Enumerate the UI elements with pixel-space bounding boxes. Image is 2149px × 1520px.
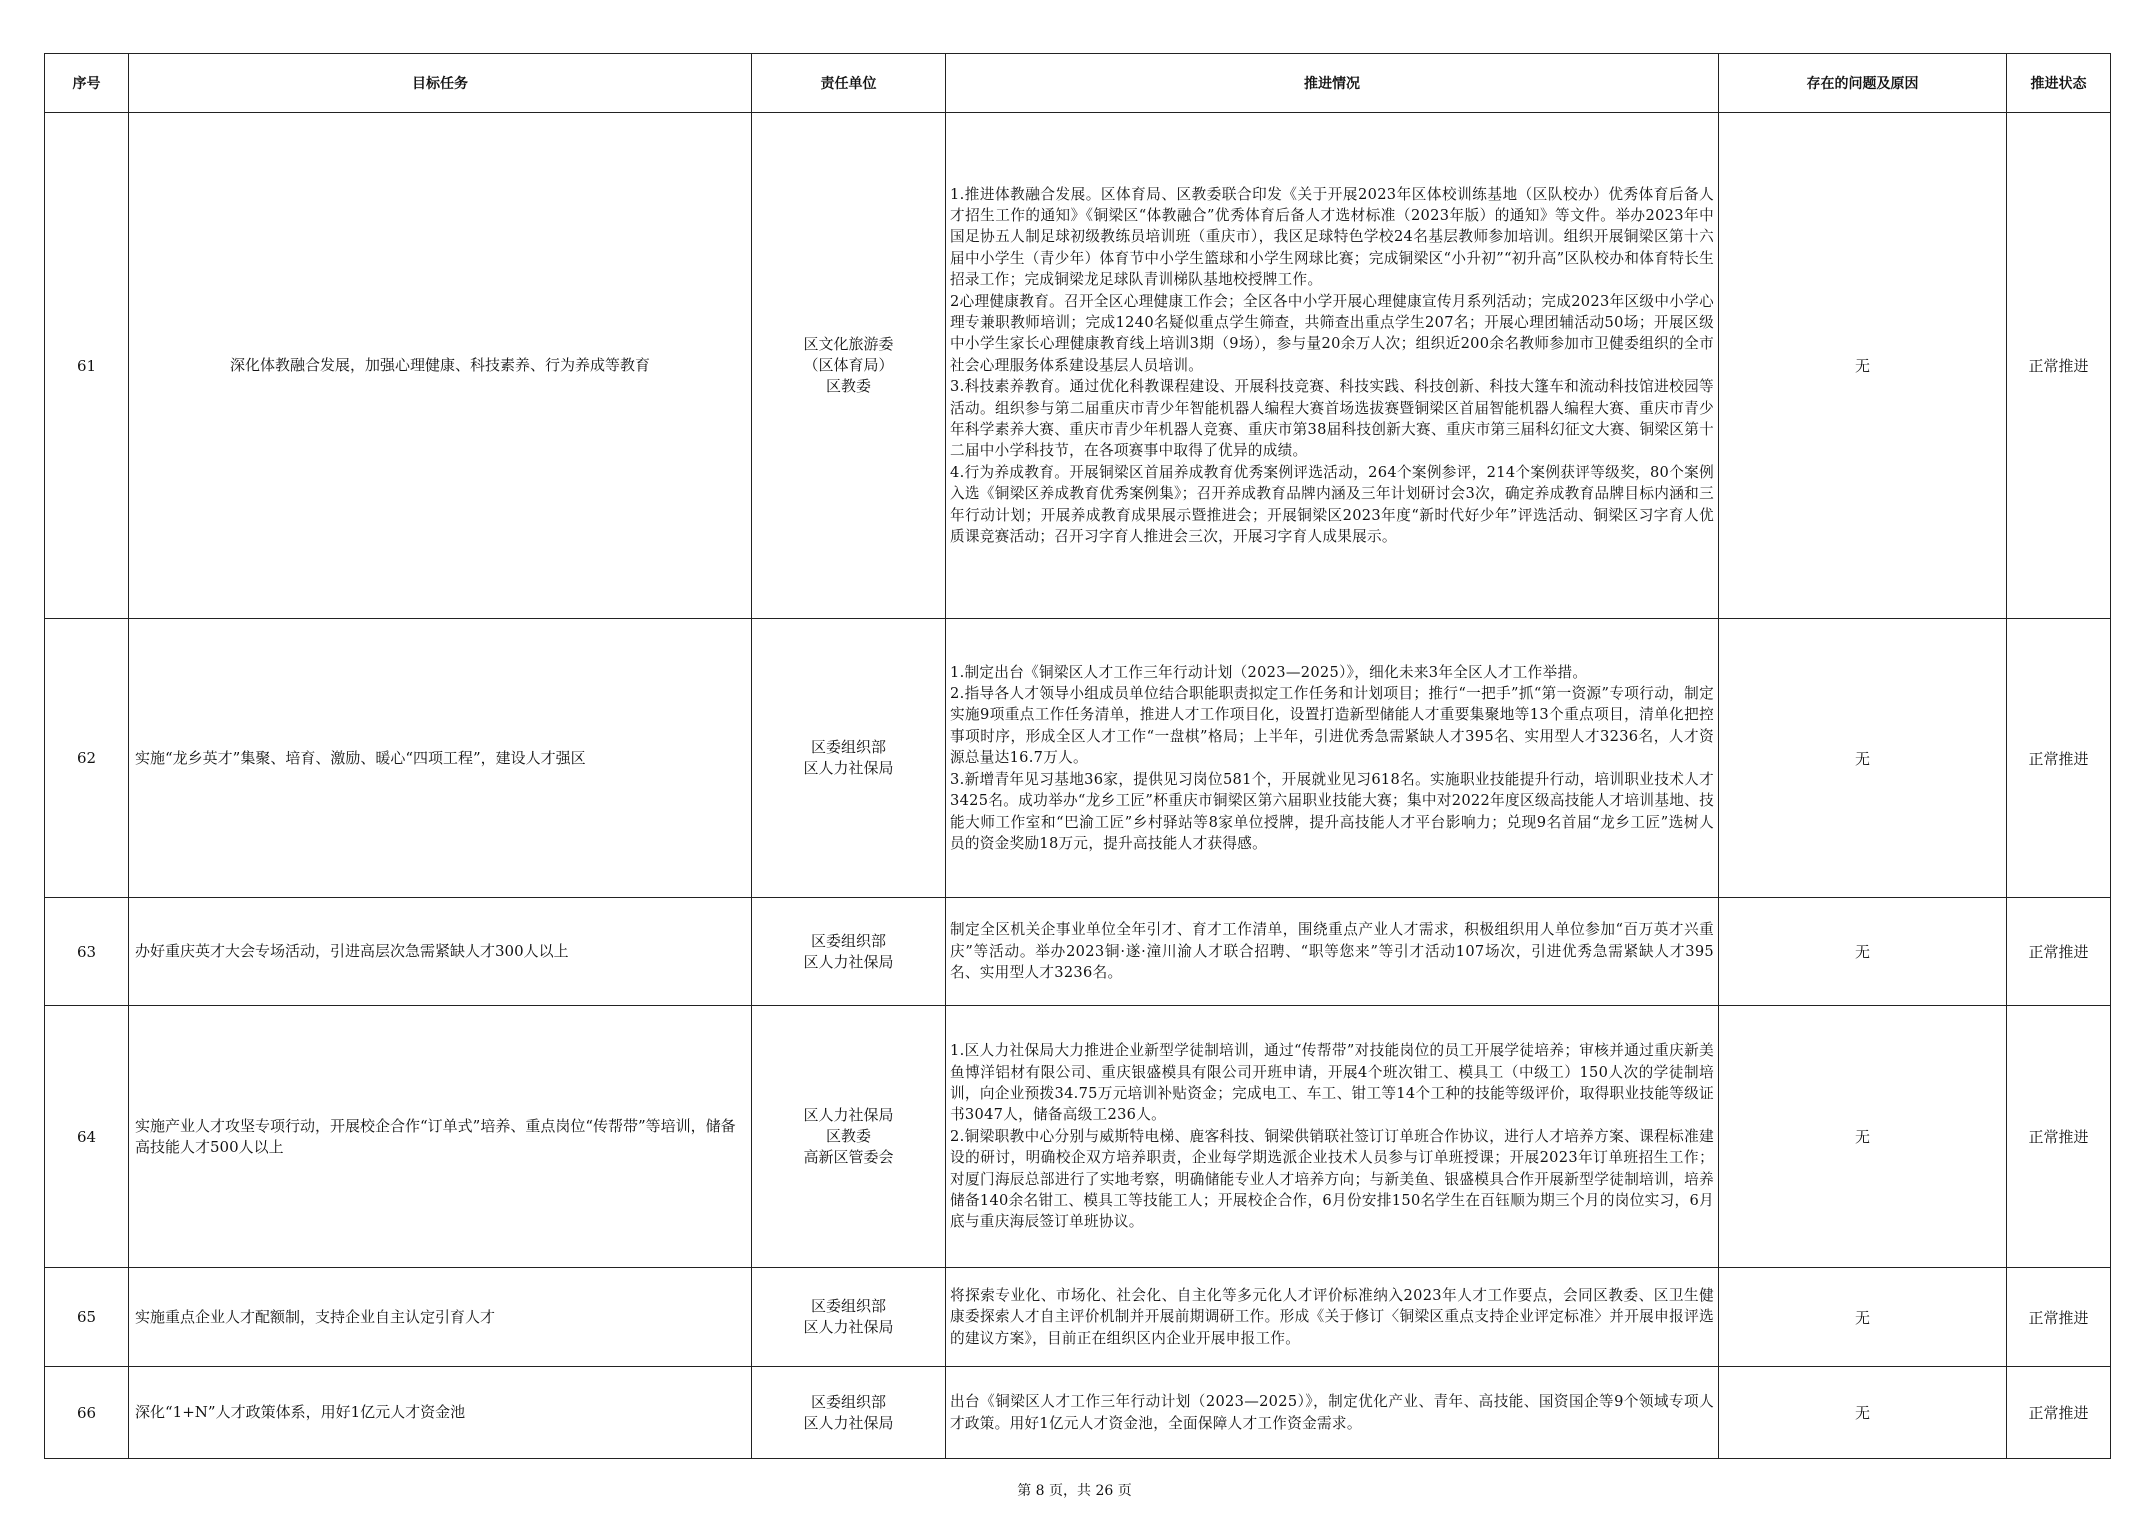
progress-table [44,53,2111,1459]
header-no: 序号 [45,54,129,113]
unit-line: 区人力社保局 [803,952,894,971]
progress-paragraph: 1.区人力社保局大力推进企业新型学徒制培训，通过“传帮带”对技能岗位的员工开展学徒培养；审核并通过重庆新美鱼博洋铝材有限公司、重庆银盛模具有限公司开班申请，开展4个班次钳工、模具工（中级工）150人次的学徒制培训，向企业预拨34.75万元培训补贴资金；完成电工、车工、钳工等14个工种的技能等级评价，取得职业技能等级证书3047人，储备高级工236人。 [950,1042,1714,1124]
progress-paragraph: 1.制定出台《铜梁区人才工作三年行动计划（2023—2025）》，细化未来3年全区人才工作举措。 [950,663,1588,681]
row-progress [946,898,1719,1006]
table-row [45,619,2111,898]
row-task: 实施“龙乡英才”集聚、培育、激励、暖心“四项工程”，建设人才强区 [129,619,752,898]
unit-line: 区委组织部 [810,1297,886,1315]
row-no: 64 [45,1006,129,1268]
header-progress: 推进情况 [946,54,1719,113]
document-sheet [44,53,2110,1459]
row-no: 61 [45,113,129,619]
unit-line: 区委组织部 [810,931,886,950]
row-task: 深化体教融合发展，加强心理健康、科技素养、行为养成等教育 [129,113,752,619]
row-status: 正常推进 [2007,619,2111,898]
row-issues: 无 [1719,1367,2007,1459]
progress-paragraph: 3.新增青年见习基地36家，提供见习岗位581个，开展就业见习618名。实施职业技能提升行动，培训职业技术人才3425名。成功举办“龙乡工匠”杯重庆市铜梁区第六届职业技能大赛；集中对2022年度区级高技能人才培训基地、技能大师工作室和“巴渝工匠”乡村驿站等8家单位授牌，提升高技能人才平台影响力；兑现9名首届“龙乡工匠”选树人员的资金奖励18万元，提升高技能人才获得感。 [950,770,1714,852]
progress-paragraph: 3.科技素养教育。通过优化科教课程建设、开展科技竞赛、科技实践、科技创新、科技大篷车和流动科技馆进校园等活动。组织参与第二届重庆市青少年智能机器人编程大赛首场选拔赛暨铜梁区首届智能机器人编程大赛、重庆市青少年科学素养大赛、重庆市青少年机器人竞赛、重庆市第38届科技创新大赛、重庆市第三届科幻征文大赛、铜梁区第十二届中小学科技节，在各项赛事中取得了优异的成绩。 [950,378,1714,460]
unit-line: 区人力社保局 [803,759,894,777]
row-no: 66 [45,1367,129,1459]
row-task: 深化“1+N”人才政策体系，用好1亿元人才资金池 [129,1367,752,1459]
progress-paragraph: 1.推进体教融合发展。区体育局、区教委联合印发《关于开展2023年区体校训练基地（区队校办）优秀体育后备人才招生工作的通知》《铜梁区“体教融合”优秀体育后备人才选材标准（2023年版）的通知》等文件。举办2023年中国足协五人制足球初级教练员培训班（重庆市），我区足球特色学校24名基层教师参加培训。组织开展铜梁区第十六届中小学生（青少年）体育节中小学生篮球和小学生网球比赛；完成铜梁区“小升初”“初升高”区队校办和体育特长生招录工作；完成铜梁龙足球队青训梯队基地校授牌工作。 [950,185,1714,289]
unit-line: 区文化旅游委 [803,335,894,353]
progress-paragraph: 制定全区机关企事业单位全年引才、育才工作清单，围绕重点产业人才需求，积极组织用人单位参加“百万英才兴重庆”等活动。举办2023铜·遂·潼川渝人才联合招聘、“职等您来”等引才活动107场次，引进优秀急需紧缺人才395名、实用型人才3236名。 [950,921,1714,982]
row-progress [946,619,1719,898]
table-row [45,1367,2111,1459]
row-status: 正常推进 [2007,1367,2111,1459]
page-footer: 第 8 页，共 26 页 [1017,1483,1132,1499]
unit-line: （区体育局） [803,356,894,374]
row-progress [946,1268,1719,1367]
row-issues: 无 [1719,898,2007,1006]
row-progress [946,113,1719,619]
header-issues: 存在的问题及原因 [1719,54,2007,113]
header-status: 推进状态 [2007,54,2111,113]
row-unit [752,1006,946,1268]
unit-line: 区人力社保局 [803,1106,894,1124]
table-row [45,898,2111,1006]
row-status: 正常推进 [2007,1006,2111,1268]
unit-line: 区委组织部 [810,1392,886,1411]
row-progress [946,1367,1719,1459]
progress-paragraph: 出台《铜梁区人才工作三年行动计划（2023—2025）》，制定优化产业、青年、高技能、国资国企等9个领域专项人才政策。用好1亿元人才资金池，全面保障人才工作资金需求。 [950,1393,1714,1432]
row-no: 62 [45,619,129,898]
row-unit [752,1268,946,1367]
row-no: 65 [45,1268,129,1367]
row-status: 正常推进 [2007,898,2111,1006]
row-no: 63 [45,898,129,1006]
row-unit [752,113,946,619]
row-status: 正常推进 [2007,113,2111,619]
row-issues: 无 [1719,1268,2007,1367]
table-row [45,1006,2111,1268]
row-progress [946,1006,1719,1268]
row-status: 正常推进 [2007,1268,2111,1367]
unit-line: 区人力社保局 [803,1413,894,1432]
unit-line: 区教委 [825,377,871,395]
row-issues: 无 [1719,113,2007,619]
progress-paragraph: 4.行为养成教育。开展铜梁区首届养成教育优秀案例评选活动，264个案例参评，214个案例获评等级奖，80个案例入选《铜梁区养成教育优秀案例集》；召开养成教育品牌内涵及三年计划研讨会3次，确定养成教育品牌目标内涵和三年行动计划；开展养成教育成果展示暨推进会；开展铜梁区2023年度“新时代好少年”评选活动、铜梁区习字育人优质课竞赛活动；召开习字育人推进会三次，开展习字育人成果展示。 [950,463,1714,546]
table-row [45,1268,2111,1367]
unit-line: 区教委 [825,1127,871,1145]
row-unit [752,619,946,898]
unit-line: 区委组织部 [810,738,886,756]
progress-paragraph: 2心理健康教育。召开全区心理健康工作会；全区各中小学开展心理健康宣传月系列活动；完成2023年区级中小学心理专兼职教师培训；完成1240名疑似重点学生筛查，共筛查出重点学生207名；开展心理团辅活动50场；开展区级中小学生家长心理健康教育线上培训3期（9场），参与量20余万人次；组织近200余名教师参加市卫健委组织的全市社会心理服务体系建设基层人员培训。 [950,292,1714,374]
row-task: 实施重点企业人才配额制，支持企业自主认定引育人才 [129,1268,752,1367]
row-unit [752,1367,946,1459]
header-task: 目标任务 [129,54,752,113]
progress-paragraph: 2.指导各人才领导小组成员单位结合职能职责拟定工作任务和计划项目；推行“一把手”抓“第一资源”专项行动，制定实施9项重点工作任务清单，推进人才工作项目化，设置打造新型储能人才重要集聚地等13个重点项目，清单化把控事项时序，形成全区人才工作“一盘棋”格局；上半年，引进优秀急需紧缺人才395名、实用型人才3236名，人才资源总量达16.7万人。 [950,685,1714,767]
table-row [45,113,2111,619]
unit-line: 高新区管委会 [803,1148,894,1166]
unit-line: 区人力社保局 [803,1318,894,1336]
row-issues: 无 [1719,1006,2007,1268]
row-issues: 无 [1719,619,2007,898]
row-unit [752,898,946,1006]
row-task: 实施产业人才攻坚专项行动，开展校企合作“订单式”培养、重点岗位“传帮带”等培训，储备高技能人才500人以上 [129,1006,752,1268]
progress-paragraph: 2.铜梁职教中心分别与威斯特电梯、鹿客科技、铜梁供销联社签订订单班合作协议，进行人才培养方案、课程标准建设的研讨，明确校企双方培养职责，企业每学期选派企业技术人员参与订单班授课；开展2023年订单班招生工作；对厦门海辰总部进行了实地考察，明确储能专业人才培养方向；与新美鱼、银盛模具合作开展新型学徒制培训，培养储备140余名钳工、模具工等技能工人；开展校企合作，6月份安排150名学生在百钰顺为期三个月的岗位实习，6月底与重庆海辰签订单班协议。 [950,1127,1714,1231]
progress-paragraph: 将探索专业化、市场化、社会化、自主化等多元化人才评价标准纳入2023年人才工作要点，会同区教委、区卫生健康委探索人才自主评价机制并开展前期调研工作。形成《关于修订〈铜梁区重点支持企业评定标准〉并开展申报评选的建议方案》，目前正在组织区内企业开展申报工作。 [950,1286,1714,1347]
table-header-row [45,54,2111,113]
row-task: 办好重庆英才大会专场活动，引进高层次急需紧缺人才300人以上 [129,898,752,1006]
header-unit: 责任单位 [752,54,946,113]
